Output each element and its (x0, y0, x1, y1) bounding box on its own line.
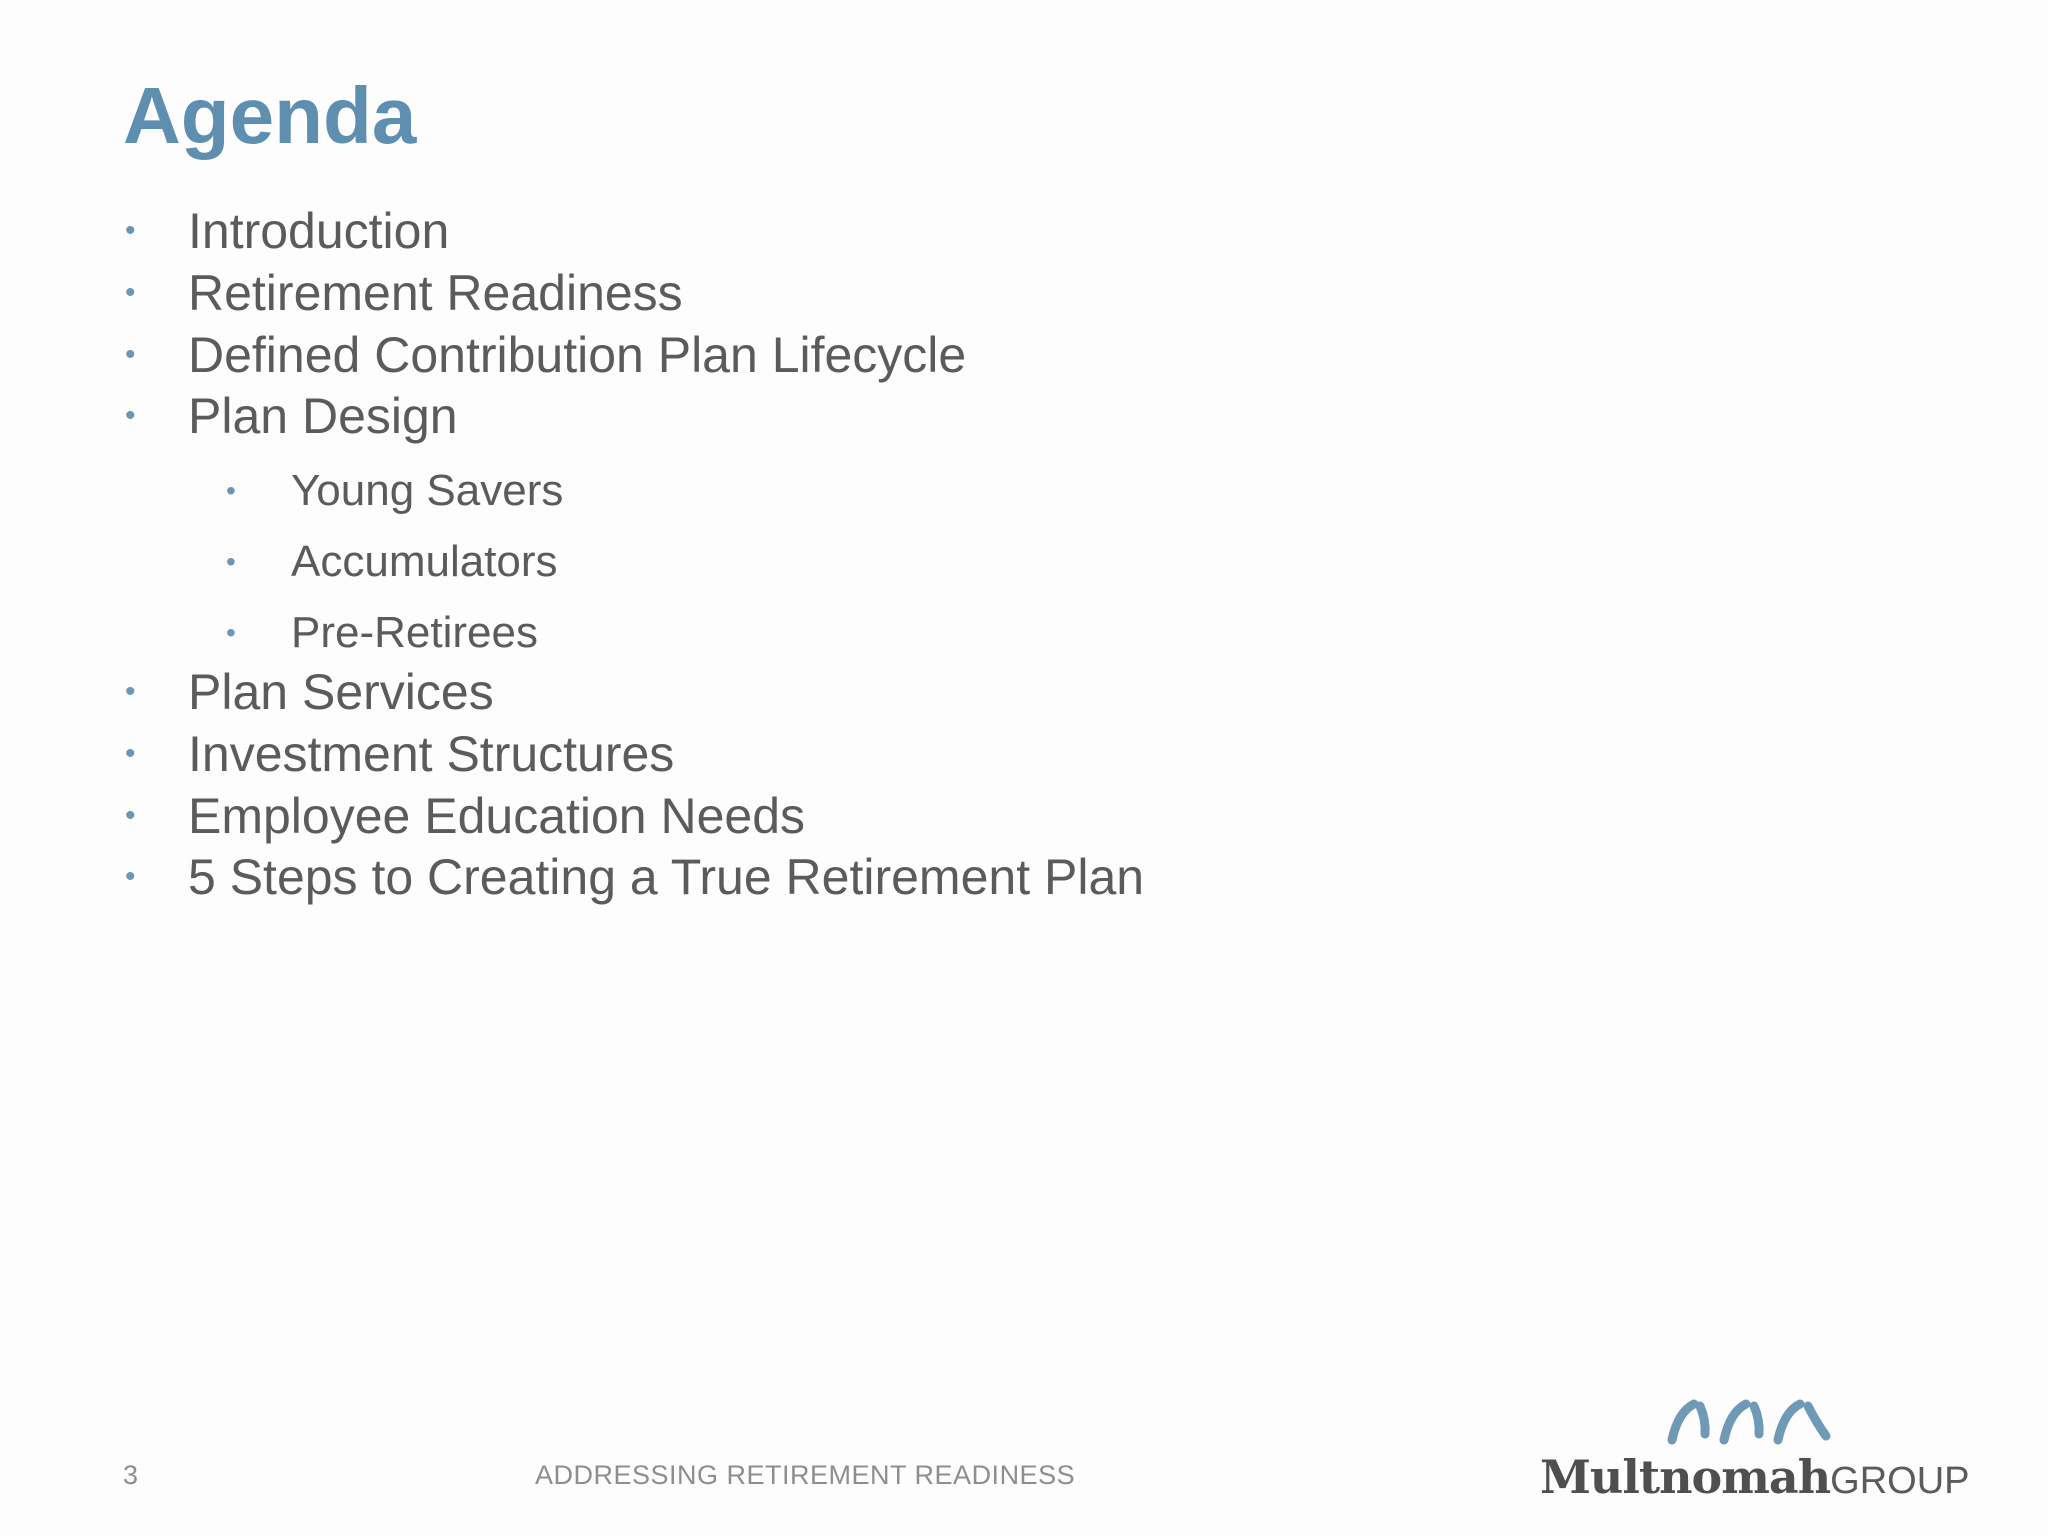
bullet-icon: • (125, 338, 136, 371)
agenda-item-label: Defined Contribution Plan Lifecycle (188, 327, 967, 383)
bullet-icon: • (125, 675, 136, 708)
logo-name: Multnomah (1540, 1450, 1831, 1504)
agenda-item-label: Investment Structures (188, 726, 675, 782)
bullet-icon: • (125, 737, 136, 770)
agenda-item-label: Plan Services (188, 664, 494, 720)
agenda-item-label: Pre-Retirees (291, 608, 538, 657)
logo-suffix: GROUP (1830, 1460, 1970, 1502)
bullet-icon: • (226, 617, 236, 648)
bullet-icon: • (125, 860, 136, 893)
bullet-icon: • (226, 475, 236, 506)
logo-wordmark (1540, 1450, 1970, 1504)
bullet-icon: • (125, 214, 136, 247)
bullet-icon: • (125, 276, 136, 309)
agenda-item-label: Retirement Readiness (188, 265, 683, 321)
agenda-item-label: 5 Steps to Creating a True Retirement Plan (188, 849, 1145, 905)
footer-title: ADDRESSING RETIREMENT READINESS (535, 1460, 1076, 1490)
agenda-item-label: Young Savers (291, 466, 564, 515)
company-logo (1530, 1390, 1970, 1504)
bullet-icon: • (226, 546, 236, 577)
slide-title: Agenda (123, 71, 417, 160)
agenda-item-label: Introduction (188, 203, 450, 259)
bullet-icon: • (125, 799, 136, 832)
wave-icon (1650, 1390, 1840, 1450)
page-number: 3 (123, 1460, 139, 1490)
agenda-item-label: Plan Design (188, 388, 458, 444)
agenda-item-label: Employee Education Needs (188, 788, 806, 844)
agenda-item-label: Accumulators (291, 537, 558, 586)
bullet-icon: • (125, 399, 136, 432)
